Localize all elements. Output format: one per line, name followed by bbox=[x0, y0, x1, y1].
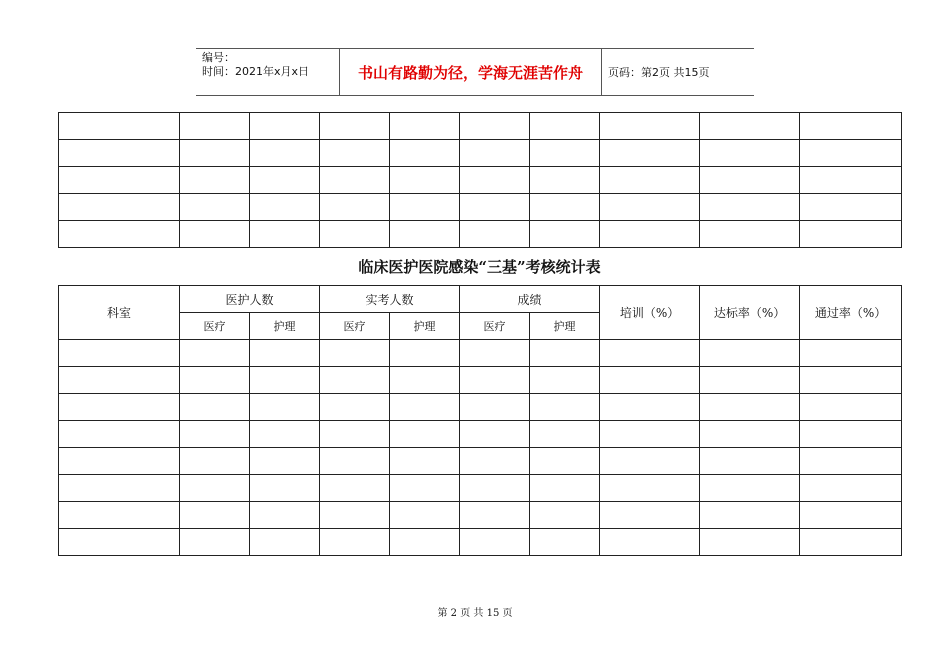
table-row bbox=[59, 394, 902, 421]
table-cell[interactable] bbox=[250, 421, 320, 448]
table-cell[interactable] bbox=[320, 194, 390, 221]
table-cell[interactable] bbox=[460, 194, 530, 221]
table-cell[interactable] bbox=[700, 394, 800, 421]
table-cell[interactable] bbox=[250, 475, 320, 502]
table-cell[interactable] bbox=[460, 448, 530, 475]
table-cell[interactable] bbox=[180, 421, 250, 448]
table-cell[interactable] bbox=[320, 475, 390, 502]
table-cell[interactable] bbox=[320, 340, 390, 367]
col-department-header: 科室 bbox=[59, 286, 180, 340]
table-cell[interactable] bbox=[390, 167, 460, 194]
table-cell[interactable] bbox=[600, 502, 700, 529]
table-cell[interactable] bbox=[460, 140, 530, 167]
table-cell[interactable] bbox=[180, 448, 250, 475]
staff-medical-header: 医疗 bbox=[180, 313, 250, 340]
table-cell[interactable] bbox=[530, 421, 600, 448]
stats-table bbox=[58, 285, 902, 556]
table-cell[interactable] bbox=[600, 475, 700, 502]
table-cell[interactable] bbox=[700, 140, 800, 167]
page-code: 页码：第2页 共15页 bbox=[608, 66, 710, 79]
stats-table-body bbox=[59, 286, 902, 556]
table-cell[interactable] bbox=[530, 140, 600, 167]
table-cell[interactable] bbox=[800, 221, 902, 248]
table-cell[interactable] bbox=[59, 221, 180, 248]
table-cell[interactable] bbox=[800, 140, 902, 167]
table-cell[interactable] bbox=[600, 367, 700, 394]
table-cell[interactable] bbox=[800, 113, 902, 140]
table-cell[interactable] bbox=[180, 140, 250, 167]
group-staff-header: 医护人数 bbox=[180, 286, 320, 313]
table-cell[interactable] bbox=[800, 421, 902, 448]
table-cell[interactable] bbox=[180, 194, 250, 221]
table-cell[interactable] bbox=[320, 367, 390, 394]
table-cell[interactable] bbox=[600, 340, 700, 367]
table-cell[interactable] bbox=[390, 221, 460, 248]
table-cell[interactable] bbox=[460, 502, 530, 529]
table-cell[interactable] bbox=[59, 194, 180, 221]
top-table-body bbox=[59, 113, 902, 248]
table-cell[interactable] bbox=[180, 394, 250, 421]
table-cell[interactable] bbox=[250, 367, 320, 394]
group-score-header: 成绩 bbox=[460, 286, 600, 313]
table-cell[interactable] bbox=[250, 221, 320, 248]
table-cell[interactable] bbox=[530, 529, 600, 556]
table-cell[interactable] bbox=[800, 448, 902, 475]
table-cell[interactable] bbox=[390, 394, 460, 421]
table-cell[interactable] bbox=[460, 221, 530, 248]
col-pass-rate-header: 通过率（%） bbox=[800, 286, 902, 340]
table-cell[interactable] bbox=[700, 502, 800, 529]
table-cell[interactable] bbox=[460, 340, 530, 367]
staff-nursing-header: 护理 bbox=[250, 313, 320, 340]
table-cell[interactable] bbox=[460, 529, 530, 556]
table-cell[interactable] bbox=[320, 448, 390, 475]
table-cell[interactable] bbox=[530, 367, 600, 394]
table-cell[interactable] bbox=[390, 475, 460, 502]
table-cell[interactable] bbox=[180, 367, 250, 394]
table-cell[interactable] bbox=[460, 421, 530, 448]
table-cell[interactable] bbox=[250, 529, 320, 556]
table-cell[interactable] bbox=[59, 367, 180, 394]
table-cell[interactable] bbox=[530, 340, 600, 367]
table-cell[interactable] bbox=[600, 113, 700, 140]
table-cell[interactable] bbox=[59, 421, 180, 448]
table-row bbox=[59, 113, 902, 140]
table-cell[interactable] bbox=[59, 502, 180, 529]
table-cell[interactable] bbox=[180, 221, 250, 248]
table-cell[interactable] bbox=[59, 529, 180, 556]
table-row bbox=[59, 421, 902, 448]
table-row bbox=[59, 529, 902, 556]
col-pass-standard-header: 达标率（%） bbox=[700, 286, 800, 340]
table-cell[interactable] bbox=[180, 502, 250, 529]
table-cell[interactable] bbox=[530, 394, 600, 421]
table-cell[interactable] bbox=[460, 475, 530, 502]
table-cell[interactable] bbox=[320, 394, 390, 421]
table-cell[interactable] bbox=[320, 529, 390, 556]
table-cell[interactable] bbox=[600, 448, 700, 475]
table-cell[interactable] bbox=[800, 394, 902, 421]
table-cell[interactable] bbox=[59, 394, 180, 421]
table-cell[interactable] bbox=[320, 421, 390, 448]
table-cell[interactable] bbox=[390, 421, 460, 448]
score-medical-header: 医疗 bbox=[460, 313, 530, 340]
table-cell[interactable] bbox=[390, 140, 460, 167]
table-cell[interactable] bbox=[800, 194, 902, 221]
table-cell[interactable] bbox=[700, 448, 800, 475]
table-cell[interactable] bbox=[59, 475, 180, 502]
page-footer: 第 2 页 共 15 页 bbox=[437, 608, 513, 619]
table-cell[interactable] bbox=[460, 394, 530, 421]
table-cell[interactable] bbox=[800, 475, 902, 502]
table-cell[interactable] bbox=[700, 194, 800, 221]
table-cell[interactable] bbox=[250, 394, 320, 421]
table-cell[interactable] bbox=[180, 113, 250, 140]
table-row bbox=[59, 140, 902, 167]
table-cell[interactable] bbox=[250, 502, 320, 529]
group-exam-header: 实考人数 bbox=[320, 286, 460, 313]
table-cell[interactable] bbox=[180, 340, 250, 367]
table-cell[interactable] bbox=[320, 140, 390, 167]
table-row bbox=[59, 448, 902, 475]
table-cell[interactable] bbox=[600, 140, 700, 167]
table-cell[interactable] bbox=[320, 167, 390, 194]
table-cell[interactable] bbox=[390, 367, 460, 394]
table-cell[interactable] bbox=[59, 113, 180, 140]
table-cell[interactable] bbox=[800, 167, 902, 194]
table-cell[interactable] bbox=[320, 502, 390, 529]
page-header bbox=[196, 48, 754, 96]
table-cell[interactable] bbox=[250, 340, 320, 367]
table-cell[interactable] bbox=[700, 529, 800, 556]
table-row bbox=[59, 221, 902, 248]
score-nursing-header: 护理 bbox=[530, 313, 600, 340]
table-row bbox=[59, 502, 902, 529]
table-cell[interactable] bbox=[390, 529, 460, 556]
table-cell[interactable] bbox=[390, 340, 460, 367]
table-cell[interactable] bbox=[600, 421, 700, 448]
table-cell[interactable] bbox=[700, 367, 800, 394]
table-cell[interactable] bbox=[700, 221, 800, 248]
table-cell[interactable] bbox=[250, 167, 320, 194]
top-empty-table bbox=[58, 112, 902, 248]
table-cell[interactable] bbox=[800, 367, 902, 394]
table-cell[interactable] bbox=[700, 340, 800, 367]
table-row bbox=[59, 167, 902, 194]
table-cell[interactable] bbox=[390, 194, 460, 221]
exam-nursing-header: 护理 bbox=[390, 313, 460, 340]
table-row bbox=[59, 367, 902, 394]
table-cell[interactable] bbox=[59, 448, 180, 475]
table-cell[interactable] bbox=[180, 167, 250, 194]
table-cell[interactable] bbox=[530, 194, 600, 221]
table-cell[interactable] bbox=[800, 502, 902, 529]
table-cell[interactable] bbox=[250, 140, 320, 167]
table-cell[interactable] bbox=[600, 529, 700, 556]
table-cell[interactable] bbox=[530, 167, 600, 194]
header-meta bbox=[196, 49, 339, 95]
table-cell[interactable] bbox=[530, 221, 600, 248]
table-cell[interactable] bbox=[390, 448, 460, 475]
table-cell[interactable] bbox=[59, 140, 180, 167]
table-cell[interactable] bbox=[59, 340, 180, 367]
slogan-text: 书山有路勤为径，学海无涯苦作舟 bbox=[357, 63, 583, 82]
table-cell[interactable] bbox=[320, 221, 390, 248]
time-label: 时间：2021年x月x日 bbox=[202, 65, 310, 78]
table-cell[interactable] bbox=[390, 113, 460, 140]
table-cell[interactable] bbox=[600, 194, 700, 221]
number-label: 编号： bbox=[202, 51, 235, 64]
col-training-header: 培训（%） bbox=[600, 286, 700, 340]
table-cell[interactable] bbox=[530, 475, 600, 502]
exam-medical-header: 医疗 bbox=[320, 313, 390, 340]
table-cell[interactable] bbox=[700, 113, 800, 140]
table-cell[interactable] bbox=[700, 475, 800, 502]
table-cell[interactable] bbox=[460, 167, 530, 194]
table-row bbox=[59, 340, 902, 367]
table-row bbox=[59, 475, 902, 502]
table-cell[interactable] bbox=[390, 502, 460, 529]
table-row bbox=[59, 194, 902, 221]
table-cell[interactable] bbox=[700, 421, 800, 448]
table-cell[interactable] bbox=[250, 194, 320, 221]
table-cell[interactable] bbox=[460, 113, 530, 140]
table-cell[interactable] bbox=[320, 113, 390, 140]
table-cell[interactable] bbox=[600, 167, 700, 194]
table-cell[interactable] bbox=[460, 367, 530, 394]
header-row-1 bbox=[59, 286, 902, 313]
table-cell[interactable] bbox=[180, 475, 250, 502]
table-cell[interactable] bbox=[530, 113, 600, 140]
table-cell[interactable] bbox=[59, 167, 180, 194]
table-title: 临床医护医院感染“三基”考核统计表 bbox=[358, 258, 601, 276]
table-cell[interactable] bbox=[600, 221, 700, 248]
table-cell[interactable] bbox=[700, 167, 800, 194]
table-cell[interactable] bbox=[800, 529, 902, 556]
table-cell[interactable] bbox=[600, 394, 700, 421]
table-cell[interactable] bbox=[180, 529, 250, 556]
table-cell[interactable] bbox=[250, 113, 320, 140]
table-cell[interactable] bbox=[800, 340, 902, 367]
table-cell[interactable] bbox=[530, 502, 600, 529]
table-cell[interactable] bbox=[250, 448, 320, 475]
header-slogan-cell bbox=[339, 49, 602, 95]
table-cell[interactable] bbox=[530, 448, 600, 475]
